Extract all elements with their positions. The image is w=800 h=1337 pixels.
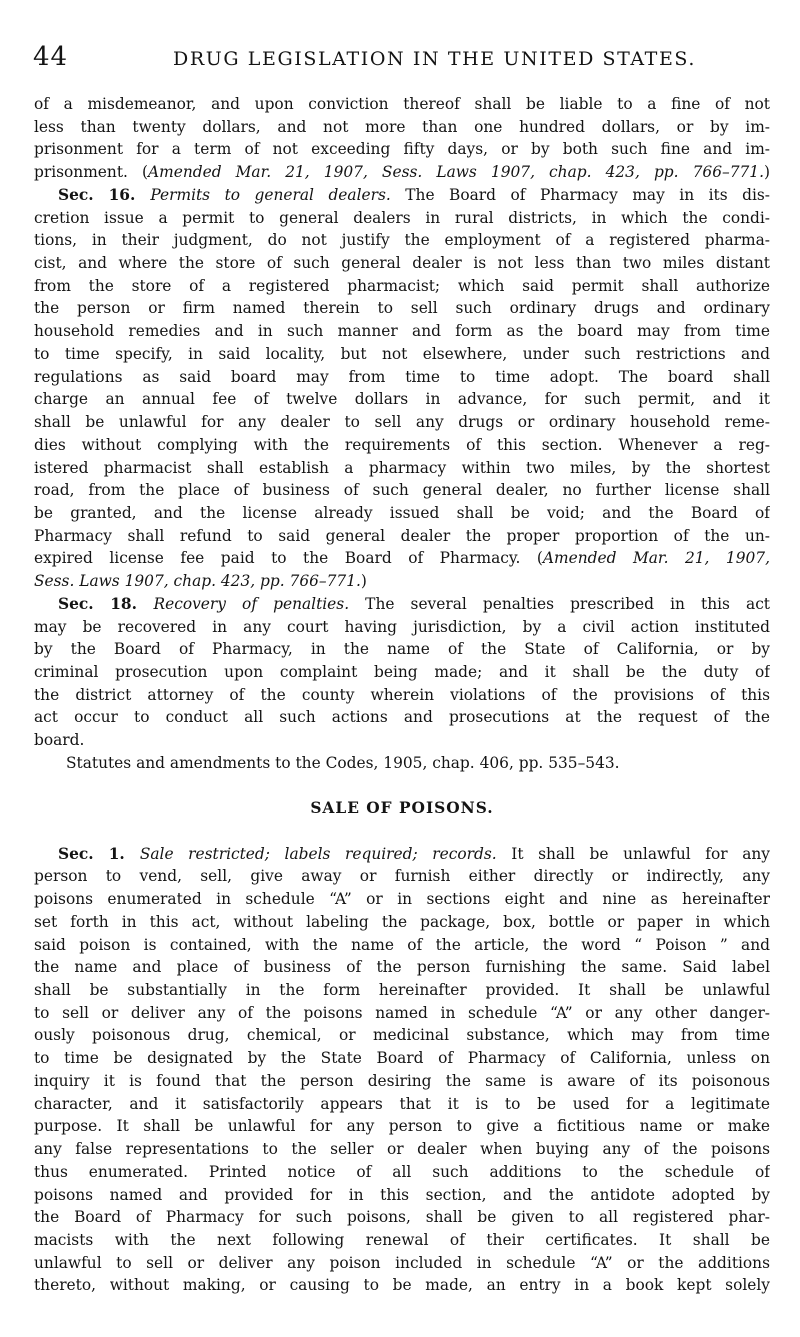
blank-line (34, 820, 770, 843)
text-line (34, 1184, 770, 1207)
text-run: to time be designated by the State Board of Pharmacy of California, unless on (34, 1049, 770, 1068)
text-run: the person or firm named therein to sell such ordinary drugs and ordinary (34, 299, 770, 318)
text-line (34, 388, 770, 411)
text-run: character, and it satisfactorily appears that it is to be used for a legitimate (34, 1094, 770, 1113)
text-line (34, 1229, 770, 1252)
italic-text: Permits to general dealers. (150, 185, 391, 204)
running-head (0, 42, 800, 72)
text-line (34, 411, 770, 434)
section-number: Sec. 16. (58, 185, 151, 204)
text-run: dies without complying with the requirements of this section. Whenever a reg- (34, 435, 770, 454)
text-line (34, 843, 770, 866)
running-title: DRUG LEGISLATION IN THE UNITED STATES. (173, 48, 697, 70)
italic-text: Amended Mar. 21, 1907, Sess. Laws 1907, chap. 423, pp. 766–771. (148, 163, 764, 182)
text-run: Pharmacy shall refund to said general dealer the proper proportion of the un- (34, 526, 770, 545)
text-line (34, 1115, 770, 1138)
text-line (34, 1252, 770, 1275)
text-line (34, 525, 770, 548)
text-run: act occur to conduct all such actions and prosecutions at the request of the (34, 708, 770, 727)
text-run: shall be unlawful for any dealer to sell any drugs or ordinary household reme- (34, 413, 770, 432)
text-run: charge an annual fee of twelve dollars in advance, for such permit, and it (34, 390, 770, 409)
text-line (34, 275, 770, 298)
text-line (34, 366, 770, 389)
text-line (34, 1138, 770, 1161)
text-run: set forth in this act, without labeling the package, box, bottle or paper in which (34, 912, 770, 931)
text-line (34, 1070, 770, 1093)
text-run: criminal prosecution upon complaint being made; and it shall be the duty of (34, 662, 770, 681)
text-run: be granted, and the license already issued shall be void; and the Board of (34, 503, 770, 522)
section-heading (34, 797, 770, 820)
text-line (34, 252, 770, 275)
text-line (34, 320, 770, 343)
blank-line (34, 775, 770, 798)
section-number: Sec. 18. (58, 594, 154, 613)
text-line (34, 979, 770, 1002)
text-run: thus enumerated. Printed notice of all such additions to the schedule of (34, 1162, 770, 1181)
text-line (34, 1002, 770, 1025)
text-run: person to vend, sell, give away or furnish either directly or indirectly, any (34, 867, 770, 886)
text-run: istered pharmacist shall establish a pharmacy within two miles, by the shortest (34, 458, 770, 477)
text-line (34, 934, 770, 957)
text-line (34, 752, 770, 775)
text-line (34, 434, 770, 457)
text-run: shall be substantially in the form hereinafter provided. It shall be unlawful (34, 981, 770, 1000)
text-line (34, 161, 770, 184)
text-line (34, 956, 770, 979)
text-line (34, 343, 770, 366)
text-line (34, 207, 770, 230)
text-run: poisons enumerated in schedule “A” or in sections eight and nine as hereinafter (34, 890, 770, 909)
text-line (34, 1047, 770, 1070)
text-line (34, 93, 770, 116)
text-line (34, 888, 770, 911)
text-run: The several penalties prescribed in this act (349, 594, 770, 613)
text-run: It shall be unlawful for any (496, 844, 770, 863)
text-run: the Board of Pharmacy for such poisons, shall be given to all registered phar- (34, 1208, 770, 1227)
text-run: cretion issue a permit to general dealers in rural districts, in which the condi- (34, 208, 770, 227)
text-run: prisonment for a term of not exceeding fifty days, or by both such fine and im- (34, 140, 770, 159)
text-line (34, 729, 770, 752)
text-run: board. (34, 731, 85, 750)
text-line (34, 479, 770, 502)
text-run: to sell or deliver any of the poisons named in schedule “A” or any other danger- (34, 1003, 770, 1022)
text-line (34, 547, 770, 570)
text-line (34, 1093, 770, 1116)
page-number: 44 (33, 42, 69, 72)
text-run: thereto, without making, or causing to be made, an entry in a book kept solely (34, 1276, 770, 1295)
text-line (34, 457, 770, 480)
text-line (34, 1206, 770, 1229)
italic-text: Recovery of penalties. (153, 594, 350, 613)
text-run: The Board of Pharmacy may in its dis- (390, 185, 770, 204)
text-line (34, 1161, 770, 1184)
text-line (34, 502, 770, 525)
italic-text: Amended Mar. 21, 1907, (542, 549, 770, 568)
text-run: may be recovered in any court having jurisdiction, by a civil action instituted (34, 617, 770, 636)
text-run: poisons named and provided for in this section, and the antidote adopted by (34, 1185, 770, 1204)
text-run: the district attorney of the county wherein violations of the provisions of this (34, 685, 770, 704)
text-run: household remedies and in such manner and form as the board may from time (34, 322, 770, 341)
text-run: the name and place of business of the person furnishing the same. Said label (34, 958, 770, 977)
text-line (34, 593, 770, 616)
text-run: to time specify, in said locality, but not elsewhere, under such restrictions and (34, 344, 770, 363)
text-line (34, 570, 770, 593)
text-line (34, 229, 770, 252)
text-line (34, 684, 770, 707)
text-run: less than twenty dollars, and not more than one hundred dollars, or by im- (34, 117, 770, 136)
text-run: SALE OF POISONS. (310, 799, 494, 818)
text-run: ) (360, 572, 367, 591)
body-text (34, 93, 770, 1297)
text-line (34, 616, 770, 639)
text-run: inquiry it is found that the person desiring the same is aware of its poisonous (34, 1071, 770, 1090)
text-line (34, 1024, 770, 1047)
text-line (34, 184, 770, 207)
text-line (34, 865, 770, 888)
text-line (34, 638, 770, 661)
text-run: expired license fee paid to the Board of Pharmacy. ( (34, 549, 543, 568)
text-line (34, 297, 770, 320)
text-run: said poison is contained, with the name of the article, the word “ Poison ” and (34, 935, 770, 954)
section-number: Sec. 1. (58, 844, 140, 863)
text-run: from the store of a registered pharmacist; which said permit shall authorize (34, 276, 770, 295)
text-run: macists with the next following renewal of their certificates. It shall be (34, 1230, 770, 1249)
text-run: regulations as said board may from time to time adopt. The board shall (34, 367, 770, 386)
text-run: by the Board of Pharmacy, in the name of the State of California, or by (34, 640, 770, 659)
text-run: road, from the place of business of such general dealer, no further license shall (34, 481, 770, 500)
text-run: Statutes and amendments to the Codes, 1905, chap. 406, pp. 535–543. (66, 753, 620, 772)
text-run: prisonment. ( (34, 163, 148, 182)
text-line (34, 661, 770, 684)
italic-text: Sess. Laws 1907, chap. 423, pp. 766–771. (34, 572, 361, 591)
text-run: ) (763, 163, 770, 182)
text-run: any false representations to the seller or dealer when buying any of the poisons (34, 1140, 770, 1159)
text-line (34, 911, 770, 934)
text-line (34, 1274, 770, 1297)
text-run: ously poisonous drug, chemical, or medicinal substance, which may from time (34, 1026, 770, 1045)
text-line (34, 706, 770, 729)
text-line (34, 116, 770, 139)
text-line (34, 138, 770, 161)
text-run: purpose. It shall be unlawful for any person to give a fictitious name or make (34, 1117, 770, 1136)
text-run: of a misdemeanor, and upon conviction thereof shall be liable to a fine of not (34, 95, 770, 113)
italic-text: Sale restricted; labels required; records. (139, 844, 497, 863)
text-run: unlawful to sell or deliver any poison included in schedule “A” or the additions (34, 1253, 770, 1272)
text-run: tions, in their judgment, do not justify the employment of a registered pharma- (34, 231, 770, 250)
text-run: cist, and where the store of such general dealer is not less than two miles distant (34, 254, 770, 273)
